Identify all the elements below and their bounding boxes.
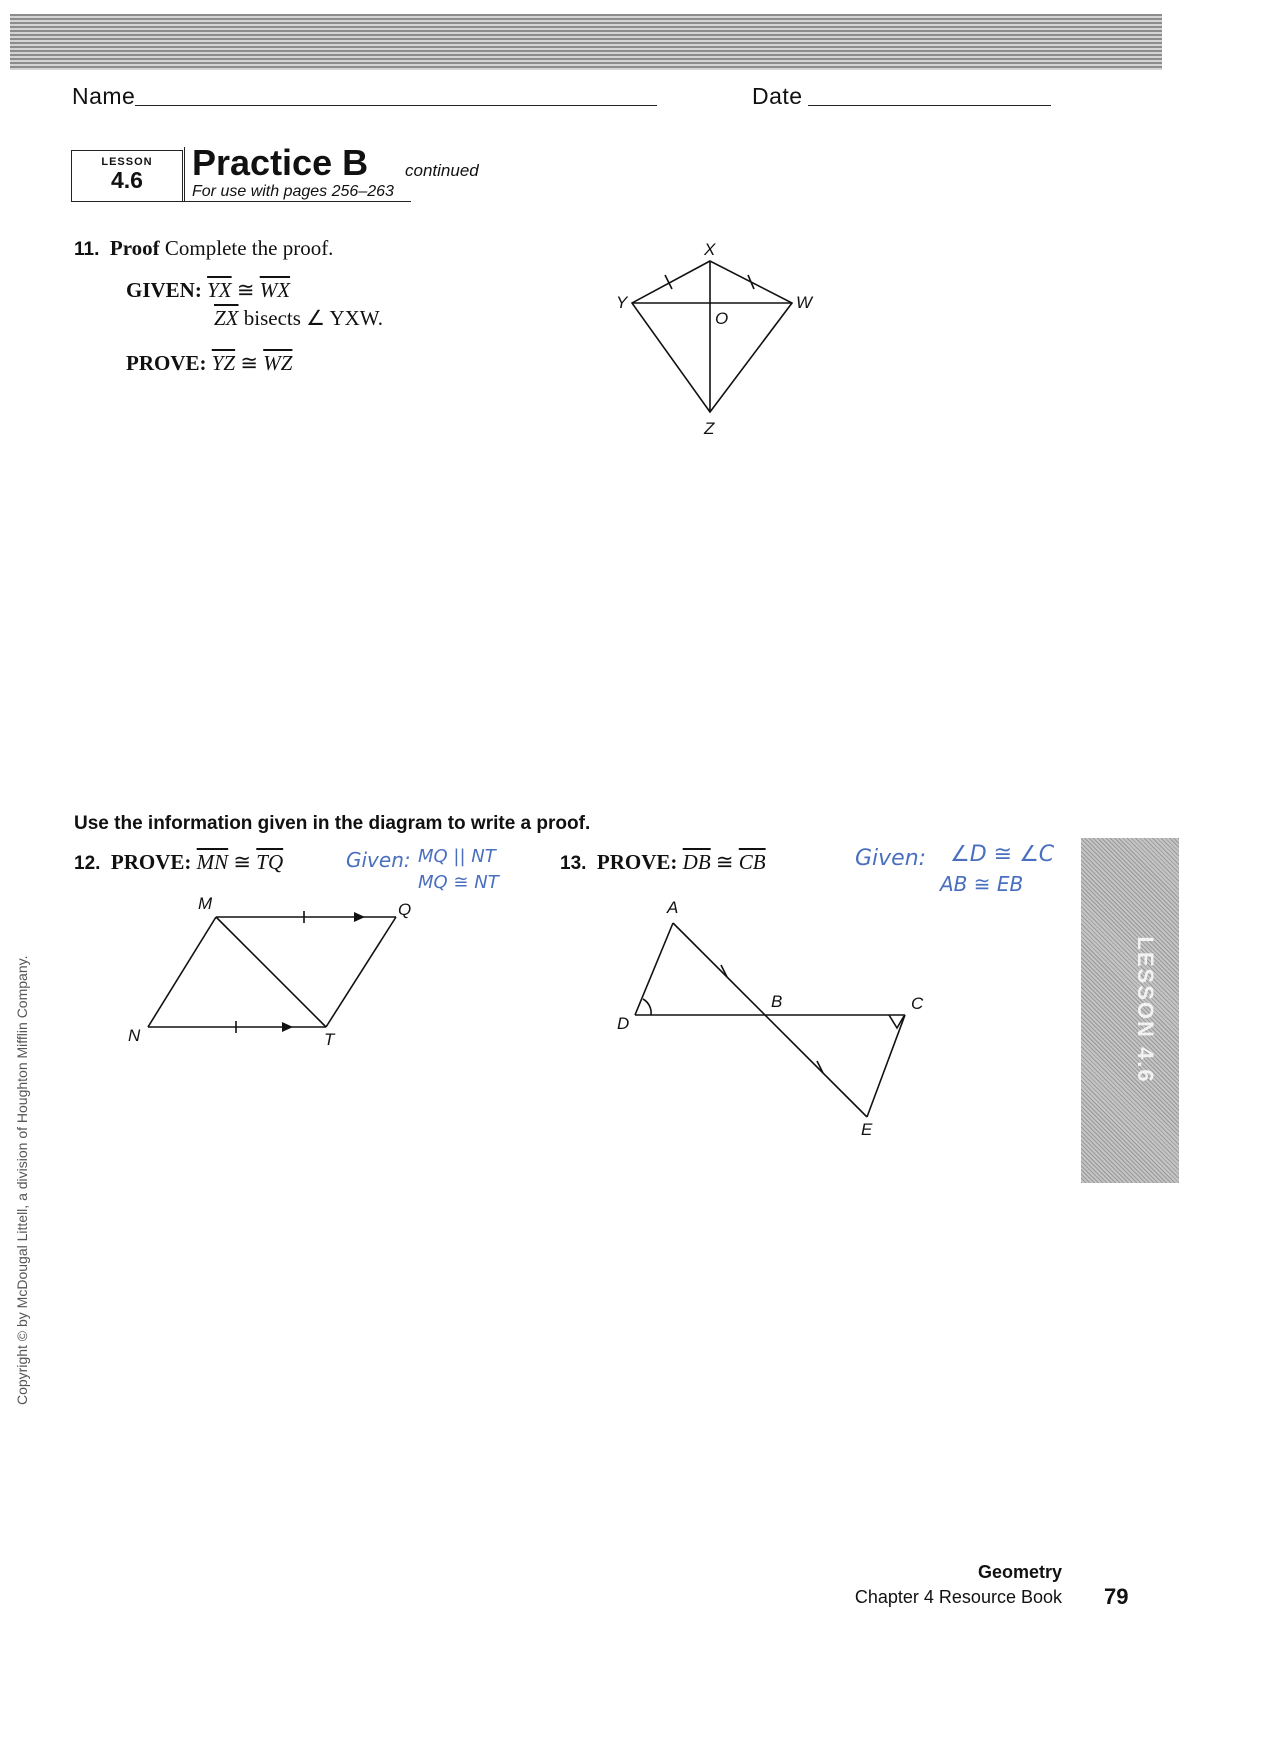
date-label: Date (752, 83, 803, 109)
problem-12-number: 12. (74, 853, 101, 874)
page-number: 79 (1104, 1584, 1129, 1609)
label-a: A (667, 898, 679, 917)
label-w: W (796, 293, 813, 312)
footer-book: Chapter 4 Resource Book (854, 1587, 1062, 1607)
date-field[interactable] (808, 105, 1051, 106)
segment-wx: $\overline{WX}$ (259, 278, 291, 302)
arrow-mark-mq (354, 912, 365, 922)
label-y: Y (616, 293, 628, 312)
segment-db: $\overline{DB}$ (682, 850, 711, 874)
segment-wz: $\overline{WZ}$ (263, 351, 293, 375)
triangles-diagram (605, 895, 935, 1140)
kite-diagram (600, 235, 830, 450)
header-bar (10, 14, 1162, 70)
lesson-side-tab (1081, 838, 1179, 1183)
parallelogram-diagram (118, 895, 428, 1055)
angle-mark-d (643, 999, 651, 1015)
tick-mark-wx (748, 275, 754, 289)
problem-11-number: 11. (74, 239, 100, 260)
handwritten-given-12-line1: MQ || NT (418, 846, 496, 867)
label-t: T (324, 1030, 335, 1049)
lesson-badge (71, 150, 183, 202)
kite-outline (632, 261, 792, 412)
bisects-text: bisects ∠ YXW. (243, 306, 383, 330)
segment-yz: $\overline{YZ}$ (211, 351, 236, 375)
name-label: Name (72, 83, 136, 109)
congruent-symbol: ≅ (236, 278, 255, 302)
segment-yx: $\overline{YX}$ (207, 278, 232, 302)
segment-mt (216, 917, 326, 1027)
segment-mn (148, 917, 216, 1027)
handwritten-given-13-line2: AB ≅ EB (940, 872, 1024, 896)
lesson-divider (184, 147, 185, 202)
problem-11-instruction: Complete the proof. (164, 236, 334, 260)
prove-label: PROVE: (110, 850, 192, 874)
label-x: X (704, 240, 716, 259)
section-instruction: Use the information given in the diagram to write a proof. (74, 813, 591, 834)
label-z: Z (704, 419, 715, 438)
segment-zx: $\overline{ZX}$ (214, 306, 239, 330)
continued-label: continued (405, 161, 479, 180)
label-d: D (617, 1014, 630, 1033)
handwritten-given-13: Given: (855, 846, 927, 871)
segment-tq: $\overline{TQ}$ (256, 850, 284, 874)
footer-subject: Geometry (977, 1562, 1062, 1582)
page-title: Practice B (192, 142, 369, 183)
problem-11-given-2 (214, 306, 383, 331)
segment-mn: $\overline{MN}$ (196, 850, 229, 874)
page-subtitle: For use with pages 256–263 (192, 183, 394, 200)
label-q: Q (398, 900, 412, 919)
segment-ad (635, 923, 673, 1015)
handwritten-given-12: Given: (346, 848, 411, 872)
copyright-notice: Copyright © by McDougal Littell, a division of Houghton Mifflin Company. (14, 955, 30, 1405)
lesson-underline (71, 201, 411, 202)
segment-ae (673, 923, 867, 1117)
arrow-mark-nt (282, 1022, 293, 1032)
prove-label: PROVE: (596, 850, 678, 874)
label-o: O (715, 309, 729, 328)
prove-label: PROVE: (126, 351, 207, 375)
segment-cb: $\overline{CB}$ (738, 850, 766, 874)
congruent-symbol: ≅ (233, 850, 252, 874)
label-b: B (771, 992, 783, 1011)
name-field[interactable] (135, 105, 657, 106)
congruent-symbol: ≅ (715, 850, 734, 874)
congruent-symbol: ≅ (240, 351, 258, 375)
label-n: N (128, 1026, 141, 1045)
problem-11-prove (126, 351, 292, 376)
lesson-label: LESSON (101, 156, 153, 168)
segment-qt (326, 917, 396, 1027)
label-m: M (198, 895, 213, 913)
problem-11-given (126, 278, 290, 303)
segment-ce (867, 1015, 905, 1117)
problem-13-prove (560, 850, 766, 875)
problem-13-number: 13. (560, 853, 587, 874)
problem-11-heading (74, 236, 333, 261)
problem-12-prove (74, 850, 283, 875)
label-c: C (911, 994, 924, 1013)
lesson-number: 4.6 (111, 167, 143, 193)
label-e: E (861, 1120, 873, 1139)
handwritten-given-13-line1: ∠D ≅ ∠C (950, 842, 1055, 867)
lesson-side-tab-label: LESSON 4.6 (1133, 936, 1158, 1084)
given-label: GIVEN: (126, 278, 202, 302)
handwritten-given-12-line2: MQ ≅ NT (418, 872, 499, 893)
problem-11-proof-label: Proof (109, 236, 160, 260)
